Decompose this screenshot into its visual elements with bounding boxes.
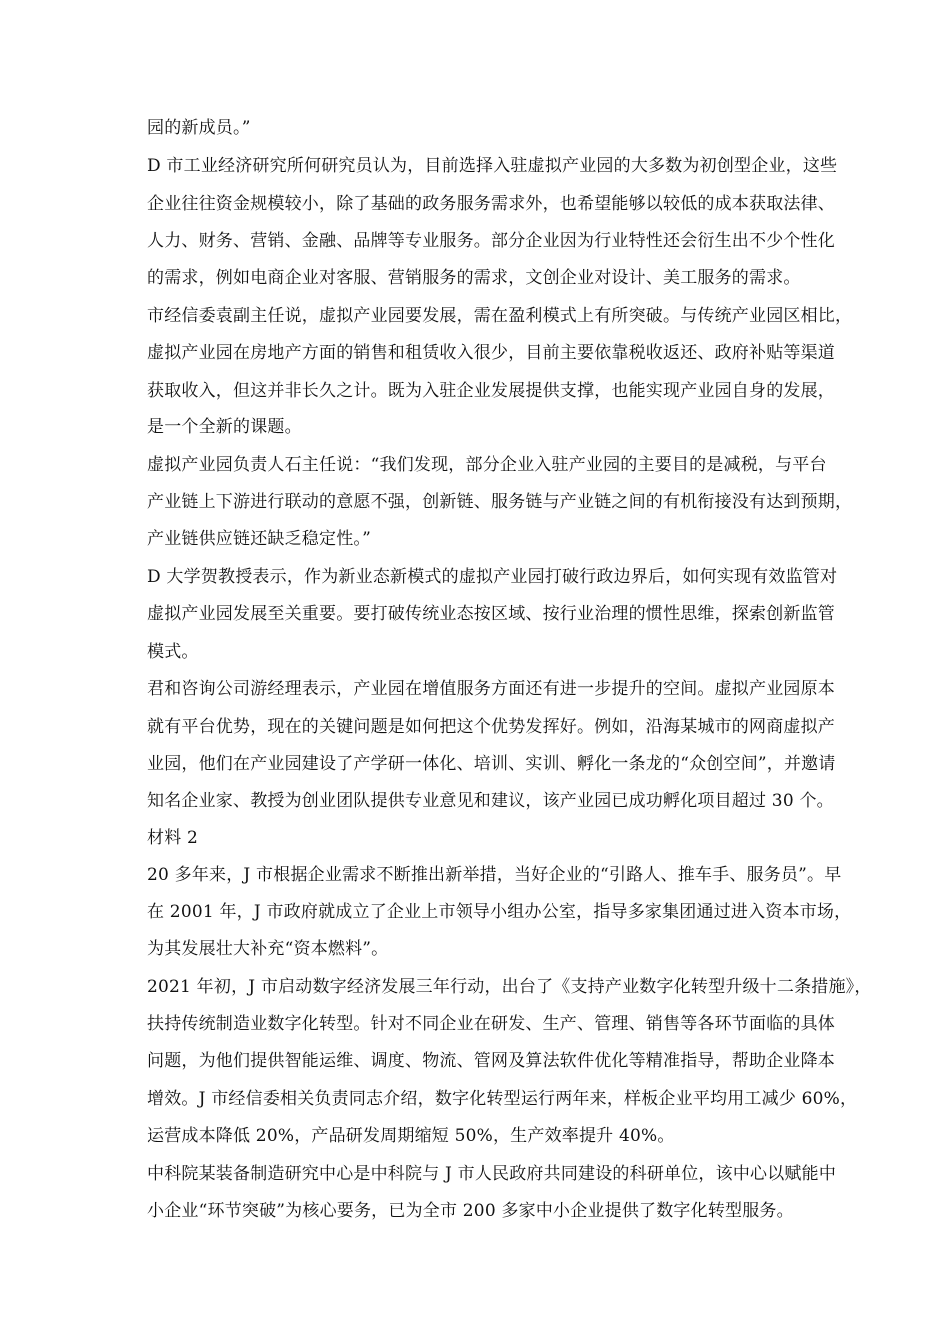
text-line: 君和咨询公司游经理表示，产业园在增值服务方面还有进一步提升的空间。虚拟产业园原本 [147, 679, 835, 699]
text-line: 的需求，例如电商企业对客服、营销服务的需求，文创企业对设计、美工服务的需求。 [147, 268, 801, 288]
text-line: 知名企业家、教授为创业团队提供专业意见和建议，该产业园已成功孵化项目超过 30 个。 [147, 791, 834, 811]
text-line: 市经信委袁副主任说，虚拟产业园要发展，需在盈利模式上有所突破。与传统产业园区相比， [147, 306, 853, 326]
section-heading: 材料 2 [147, 828, 199, 848]
text-line: 为其发展壮大补充“资本燃料”。 [147, 939, 389, 959]
text-line: 问题，为他们提供智能运维、调度、物流、管网及算法软件优化等精准指导，帮助企业降本 [147, 1051, 835, 1071]
text-line: 园的新成员。” [147, 118, 251, 138]
text-line: 企业往往资金规模较小，除了基础的政务服务需求外，也希望能够以较低的成本获取法律、 [147, 194, 835, 214]
text-line: D 市工业经济研究所何研究员认为，目前选择入驻虚拟产业园的大多数为初创型企业，这些 [147, 156, 838, 176]
text-line: 产业链供应链还缺乏稳定性。” [147, 529, 371, 549]
text-line: 获取收入，但这并非长久之计。既为入驻企业发展提供支撑，也能实现产业园自身的发展， [147, 381, 835, 401]
text-line: 在 2001 年，J 市政府就成立了企业上市领导小组办公室，指导多家集团通过进入资本市场， [147, 902, 852, 922]
text-line: 2021 年初，J 市启动数字经济发展三年行动，出台了《支持产业数字化转型升级十二条措施》， [147, 977, 872, 997]
text-line: 虚拟产业园发展至关重要。要打破传统业态按区域、按行业治理的惯性思维，探索创新监管 [147, 604, 835, 624]
text-line: 20 多年来，J 市根据企业需求不断推出新举措，当好企业的“引路人、推车手、服务员”。早 [147, 865, 842, 885]
text-line: 增效。J 市经信委相关负责同志介绍，数字化转型运行两年来，样板企业平均用工减少 60%， [147, 1089, 858, 1109]
text-line: 业园，他们在产业园建设了产学研一体化、培训、实训、孵化一条龙的“众创空间”，并邀请 [147, 754, 836, 774]
text-line: 扶持传统制造业数字化转型。针对不同企业在研发、生产、管理、销售等各环节面临的具体 [147, 1014, 835, 1034]
text-line: D 大学贺教授表示，作为新业态新模式的虚拟产业园打破行政边界后，如何实现有效监管对 [147, 567, 838, 587]
text-line: 产业链上下游进行联动的意愿不强，创新链、服务链与产业链之间的有机衔接没有达到预期， [147, 492, 853, 512]
text-line: 运营成本降低 20%，产品研发周期缩短 50%，生产效率提升 40%。 [147, 1126, 675, 1146]
text-line: 虚拟产业园负责人石主任说：“我们发现，部分企业入驻产业园的主要目的是减税，与平台 [147, 455, 827, 475]
text-line: 人力、财务、营销、金融、品牌等专业服务。部分企业因为行业特性还会衍生出不少个性化 [147, 231, 835, 251]
text-line: 就有平台优势，现在的关键问题是如何把这个优势发挥好。例如，沿海某城市的网商虚拟产 [147, 717, 835, 737]
text-line: 模式。 [147, 642, 199, 662]
text-line: 是一个全新的课题。 [147, 417, 302, 437]
text-line: 中科院某装备制造研究中心是中科院与 J 市人民政府共同建设的科研单位，该中心以赋能中 [147, 1164, 837, 1184]
text-line: 小企业“环节突破”为核心要务，已为全市 200 多家中小企业提供了数字化转型服务。 [147, 1201, 794, 1221]
text-line: 虚拟产业园在房地产方面的销售和租赁收入很少，目前主要依靠税收返还、政府补贴等渠道 [147, 343, 835, 363]
